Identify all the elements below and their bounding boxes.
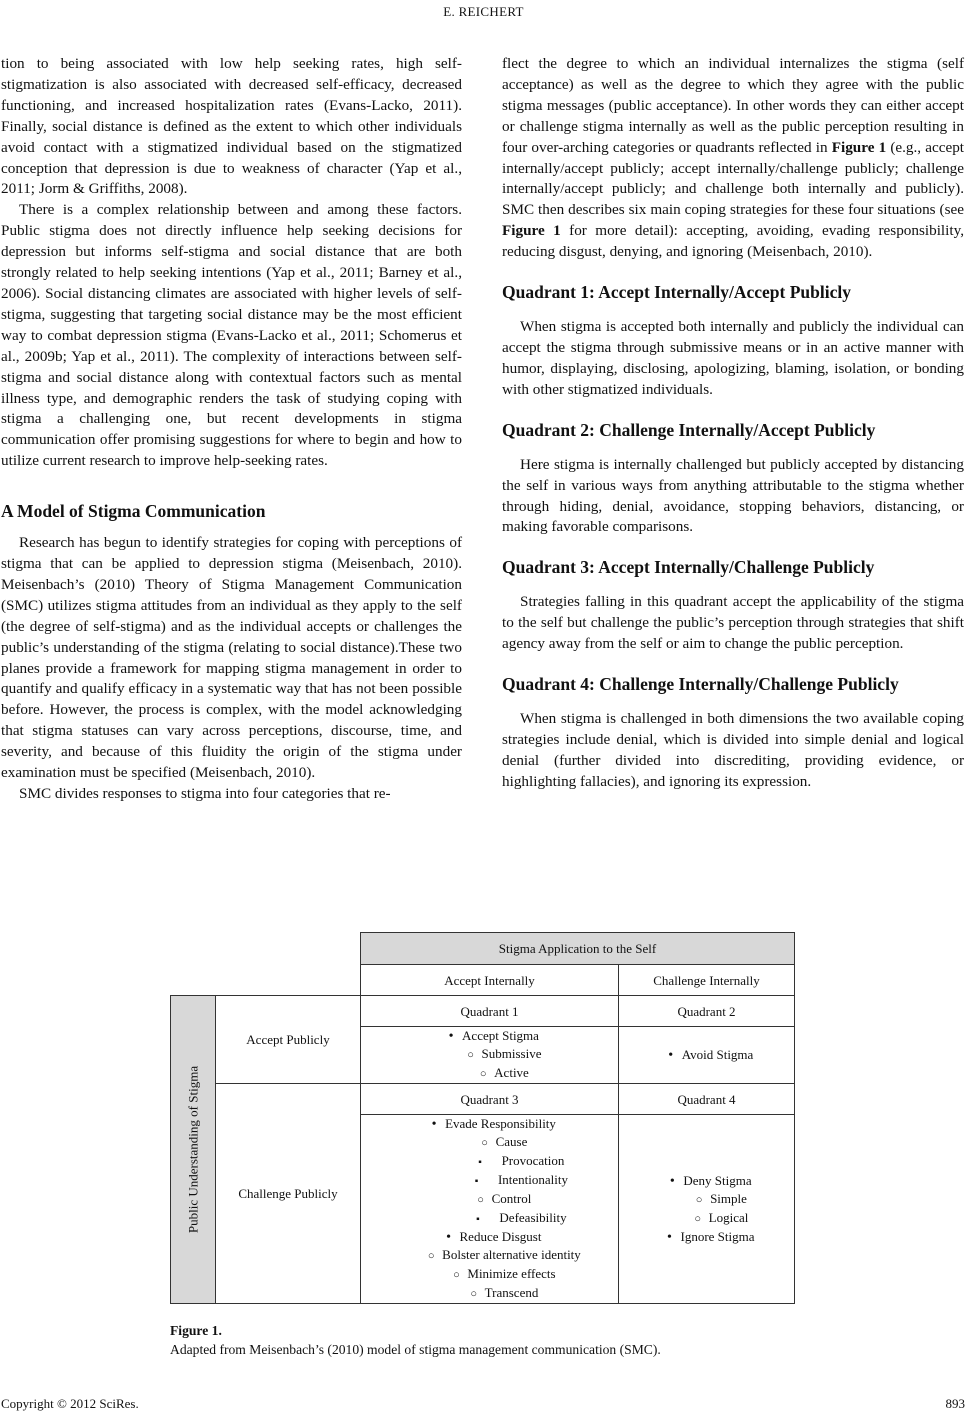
row-header: Public Understanding of Stigma [185,1065,201,1233]
quadrant-1-label: Quadrant 1 [361,996,619,1027]
list-item [383,1246,618,1265]
item-label: Logical [708,1210,749,1225]
blank-corner [171,933,361,996]
item-label: Transcend [484,1285,539,1300]
list-item [641,1209,794,1228]
item-label: Submissive [481,1046,542,1061]
list-item [619,1228,794,1246]
section-heading: Quadrant 4: Challenge Internally/Challenge Publicly [502,674,899,695]
item-label: Intentionality [497,1172,569,1187]
item-label: Provocation [501,1153,565,1168]
paragraph: Strategies falling in this quadrant accept the applicability of the stigma to the self but challenge the public’s perception through strategies that shift agency away from the self or aim to change the public perception. [502,593,964,653]
section-heading: Quadrant 3: Accept Internally/Challenge Publicly [502,557,875,578]
left-column [1,54,462,805]
figure-ref: Figure 1 [502,222,561,240]
right-column [502,54,964,793]
list-item [361,1027,618,1083]
list-item [383,1064,618,1083]
quadrant-4-label: Quadrant 4 [619,1084,795,1115]
list-item [405,1171,618,1190]
text-run: (e.g., accept internally/accept publicly; accept internally/challenge publicly; challenge internally/accept publicly; and challenge both internally and publicly). SMC then describes six main coping strategies for these four situations (see [502,138,965,219]
quadrant-2-label: Quadrant 2 [619,996,795,1027]
item-label: Simple [710,1191,747,1206]
list-item [405,1209,618,1228]
section-heading: Quadrant 1: Accept Internally/Accept Publicly [502,282,852,303]
figure-ref: Figure 1 [831,138,887,156]
text-run: for more detail): accepting, avoiding, evading responsibility, reducing disgust, denying, and ignoring (Meisenbach, 2010). [502,222,964,261]
item-label: Cause [495,1134,528,1149]
list-item [383,1045,618,1064]
col-accept-internally: Accept Internally [361,965,619,996]
row-header-cell [171,996,216,1304]
item-label: Avoid Stigma [681,1047,754,1062]
item-label: Deny Stigma [683,1173,752,1188]
col-challenge-internally: Challenge Internally [619,965,795,996]
item-label: Reduce Disgust [459,1229,542,1244]
list-item [361,1228,618,1303]
paragraph: SMC divides responses to stigma into four categories that re- [19,785,391,802]
quadrant-3-cell [361,1115,619,1304]
page-number: 893 [945,1396,965,1411]
paragraph [502,54,964,263]
list-item [383,1190,618,1228]
copyright-footer: Copyright © 2012 SciRes. [1,1396,139,1411]
item-label: Active [494,1065,529,1080]
running-header: E. REICHERT [443,4,524,19]
list-item [361,1115,618,1228]
item-label: Control [491,1191,532,1206]
paragraph: Here stigma is internally challenged but publicly accepted by distancing the self in various ways from anything attributable to the stigma whether through hiding, denial, avoidance, stopping behaviors, distancing, or making favorable comparisons. [502,455,964,536]
quadrant-4-cell [619,1115,795,1304]
paragraph: When stigma is accepted both internally and publicly the individual can accept the stigma through submissive means or in an active manner with humor, displaying, disclosing, apologizing, blaming, isolation, or bonding with other stigmatized individuals. [502,318,964,398]
item-label: Evade Responsibility [445,1116,556,1131]
caption-title: Figure 1. [170,1323,222,1338]
item-label: Defeasibility [499,1210,567,1225]
smc-figure-table [170,932,795,1304]
paragraph: There is a complex relationship between and among these factors. Public stigma does not directly influence help seeking decisions for depression but informs self-stigma and social distance that are both strongly related to help seeking intentions (Yap et al., 2011; Barney et al., 2006). Social distancing climates are associated with higher levels of self-stigma, suggesting that targeting social distance may be the most efficient way to combat depression stigma (Evans-Lacko et al., 2011; Schomerus et al., 2009b; Yap et al., 2011). The complexity of interactions between self-stigma and social distance along with contextual factors such as mental illness type, and demographic renders the task of studying coping with stigma a challenging one, but recent developments in stigma communication offer promising suggestions for where to begin and how to utilize current research to improve help-seeking rates. [1,201,462,470]
section-heading: A Model of Stigma Communication [1,501,266,522]
list-item [383,1284,618,1303]
list-item [619,1046,794,1064]
item-label: Ignore Stigma [680,1229,755,1244]
item-label: Accept Stigma [462,1028,539,1043]
paragraph: When stigma is challenged in both dimensions the two available coping strategies include denial, which is divided into simple denial and logical denial (further divided into discrediting, providing evidence, or highlighting fallacies), and ignoring its expression. [502,710,964,790]
section-heading: Quadrant 2: Challenge Internally/Accept Publicly [502,419,876,440]
list-item [405,1152,618,1171]
quadrant-1-cell [361,1027,619,1084]
paragraph: Research has begun to identify strategies for coping with perceptions of stigma that can be applied to depression stigma (Meisenbach, 2010). Meisenbach’s (2010) Theory of Stigma Management Communication (SMC) utilizes stigma attitudes from an individual as they apply to the self (the degree of self-stigma) and as the individual accepts or challenges the public’s understanding of the stigma (relating to social distance).These two planes provide a framework for mapping stigma management in order to quantify and qualify efficacy in a systematic way that has not been possible before. However, the process is complex, with the model acknowledging that stigma statuses can vary across perceptions, discourse, time, and severity, and because of this fluidity the origin of the stigma under examination must be specified (Meisenbach, 2010). [1,534,462,782]
list-item [641,1190,794,1209]
row-challenge-publicly: Challenge Publicly [216,1084,361,1304]
list-item [383,1133,618,1190]
list-item [619,1172,794,1228]
list-item [383,1265,618,1284]
figure-caption [170,1321,661,1359]
quadrant-2-cell [619,1027,795,1084]
item-label: Bolster alternative identity [442,1247,581,1262]
quadrant-3-label: Quadrant 3 [361,1084,619,1115]
paragraph: tion to being associated with low help seeking rates, high self-stigmatization is also associated with decreased self-efficacy, decreased functioning, and increased hospitalization rates (Evans-Lacko, 2011). Finally, social distance is defined as the extent to which other individuals avoid contact with a stigmatized individual based on the stigmatized conception that depression is due to weakness of character (Yap et al., 2011; Jorm & Griffiths, 2008). [1,55,462,198]
row-accept-publicly: Accept Publicly [216,996,361,1084]
text-run: flect the degree to which an individual internalizes the stigma (self acceptance) as well as the degree to which they agree with the public stigma messages (public acceptance). In other words they can either accept or challenge stigma internally as well as the public perception resulting in four over-arching categories or quadrants reflected in [502,55,964,156]
caption-text: Adapted from Meisenbach’s (2010) model of stigma management communication (SMC). [170,1342,661,1357]
col-header: Stigma Application to the Self [361,933,795,965]
item-label: Minimize effects [467,1266,556,1281]
